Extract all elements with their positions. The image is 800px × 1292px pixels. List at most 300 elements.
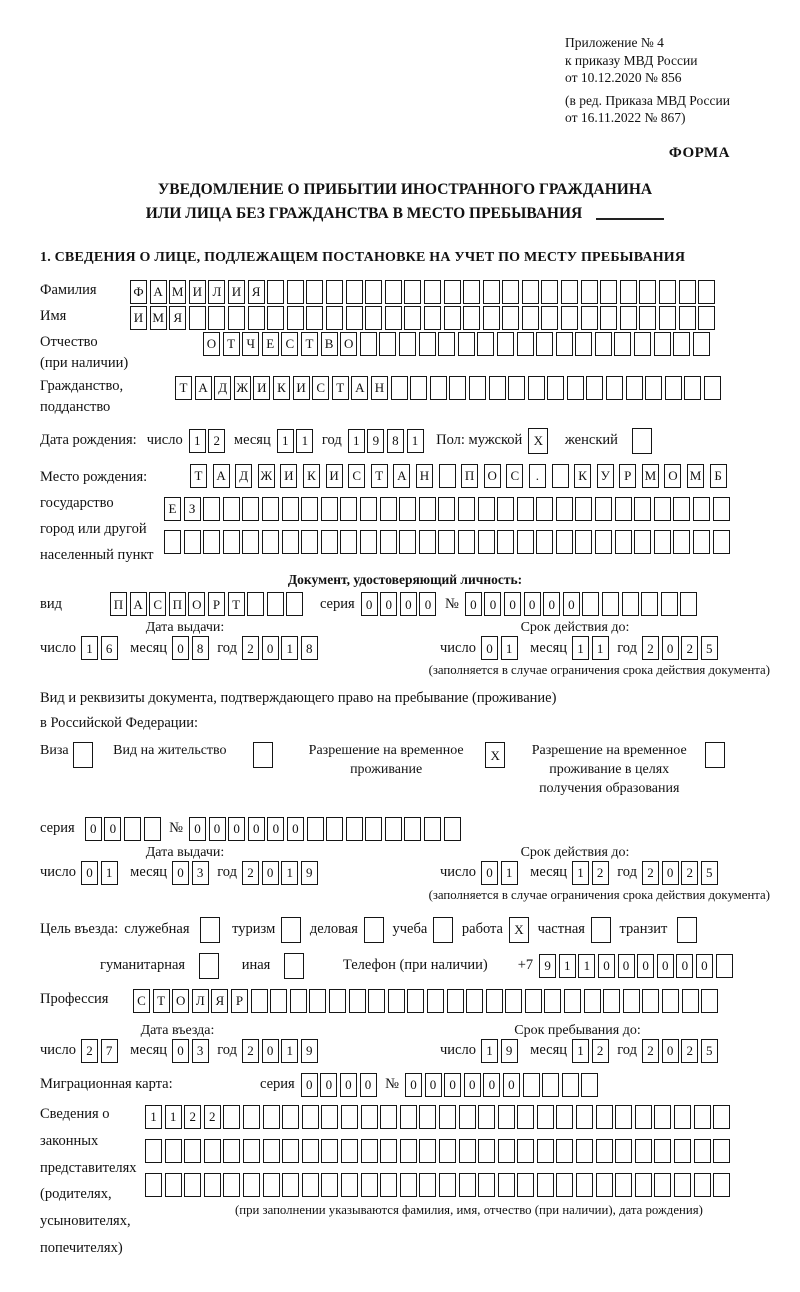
form-cell[interactable] — [544, 989, 561, 1013]
form-cell[interactable] — [360, 332, 377, 356]
form-cell[interactable] — [184, 1139, 201, 1163]
form-cell[interactable] — [620, 280, 637, 304]
form-cell[interactable] — [603, 989, 620, 1013]
form-cell[interactable] — [449, 376, 466, 400]
form-cell[interactable] — [410, 376, 427, 400]
form-cell[interactable]: Я — [248, 280, 265, 304]
form-cell[interactable]: 3 — [192, 861, 209, 885]
form-cell[interactable]: Б — [710, 464, 727, 488]
form-cell[interactable] — [694, 1105, 711, 1129]
form-cell[interactable] — [528, 376, 545, 400]
form-cell[interactable]: 2 — [242, 1039, 259, 1063]
form-cell[interactable] — [346, 280, 363, 304]
form-cell[interactable] — [674, 1105, 691, 1129]
form-cell[interactable]: 0 — [361, 592, 378, 616]
form-cell[interactable] — [400, 1139, 417, 1163]
form-cell[interactable] — [419, 1105, 436, 1129]
firstname-cells[interactable] — [130, 306, 718, 330]
form-cell[interactable]: 0 — [172, 1039, 189, 1063]
form-cell[interactable]: 0 — [481, 861, 498, 885]
form-cell[interactable]: 9 — [301, 861, 318, 885]
form-cell[interactable] — [321, 1139, 338, 1163]
stay-issue-year[interactable] — [242, 861, 320, 885]
form-cell[interactable] — [459, 1139, 476, 1163]
form-cell[interactable]: 1 — [165, 1105, 182, 1129]
form-cell[interactable]: 2 — [592, 861, 609, 885]
form-cell[interactable] — [537, 1173, 554, 1197]
form-cell[interactable] — [581, 280, 598, 304]
form-cell[interactable] — [380, 1173, 397, 1197]
form-cell[interactable] — [541, 306, 558, 330]
form-cell[interactable] — [581, 306, 598, 330]
form-cell[interactable] — [282, 1105, 299, 1129]
form-cell[interactable]: 5 — [701, 861, 718, 885]
form-cell[interactable] — [665, 376, 682, 400]
form-cell[interactable]: С — [312, 376, 329, 400]
form-cell[interactable] — [360, 530, 377, 554]
form-cell[interactable] — [622, 592, 639, 616]
form-cell[interactable]: 7 — [101, 1039, 118, 1063]
form-cell[interactable] — [164, 530, 181, 554]
form-cell[interactable]: 2 — [681, 636, 698, 660]
form-cell[interactable] — [562, 1073, 579, 1097]
form-cell[interactable] — [204, 1173, 221, 1197]
form-cell[interactable] — [444, 280, 461, 304]
form-cell[interactable] — [346, 306, 363, 330]
form-cell[interactable] — [654, 530, 671, 554]
form-cell[interactable] — [380, 1139, 397, 1163]
form-cell[interactable] — [635, 1139, 652, 1163]
form-cell[interactable]: О — [203, 332, 220, 356]
form-cell[interactable] — [203, 497, 220, 521]
form-cell[interactable] — [208, 306, 225, 330]
form-cell[interactable]: 0 — [662, 1039, 679, 1063]
form-cell[interactable] — [517, 332, 534, 356]
form-cell[interactable]: 1 — [481, 1039, 498, 1063]
form-cell[interactable] — [290, 989, 307, 1013]
form-cell[interactable]: Ф — [130, 280, 147, 304]
form-cell[interactable] — [419, 1173, 436, 1197]
form-cell[interactable] — [525, 989, 542, 1013]
form-cell[interactable]: 0 — [360, 1073, 377, 1097]
form-cell[interactable] — [145, 1173, 162, 1197]
stay-valid-day[interactable] — [481, 861, 520, 885]
form-cell[interactable] — [498, 1139, 515, 1163]
form-cell[interactable]: 2 — [204, 1105, 221, 1129]
form-cell[interactable] — [438, 530, 455, 554]
form-cell[interactable] — [713, 497, 730, 521]
form-cell[interactable] — [463, 280, 480, 304]
form-cell[interactable] — [498, 1105, 515, 1129]
form-cell[interactable] — [478, 497, 495, 521]
form-cell[interactable] — [326, 817, 343, 841]
form-cell[interactable]: Н — [416, 464, 433, 488]
form-cell[interactable] — [552, 464, 569, 488]
form-cell[interactable] — [654, 332, 671, 356]
form-cell[interactable]: 0 — [444, 1073, 461, 1097]
form-cell[interactable]: 0 — [504, 592, 521, 616]
birth-place-row2-cells[interactable] — [164, 497, 732, 521]
form-cell[interactable]: 0 — [248, 817, 265, 841]
form-cell[interactable] — [439, 1105, 456, 1129]
form-cell[interactable]: И — [189, 280, 206, 304]
form-cell[interactable]: Т — [301, 332, 318, 356]
form-cell[interactable]: И — [326, 464, 343, 488]
form-cell[interactable] — [444, 817, 461, 841]
form-cell[interactable] — [380, 497, 397, 521]
stay-issue-month[interactable] — [172, 861, 211, 885]
form-cell[interactable]: 0 — [340, 1073, 357, 1097]
form-cell[interactable]: М — [642, 464, 659, 488]
form-cell[interactable] — [301, 530, 318, 554]
birth-year-cells[interactable] — [348, 429, 426, 453]
form-cell[interactable]: 0 — [618, 954, 635, 978]
form-cell[interactable]: 1 — [572, 636, 589, 660]
form-cell[interactable] — [632, 428, 652, 454]
form-cell[interactable] — [556, 332, 573, 356]
form-cell[interactable] — [615, 1139, 632, 1163]
form-cell[interactable]: В — [321, 332, 338, 356]
form-cell[interactable] — [556, 1173, 573, 1197]
form-cell[interactable] — [248, 306, 265, 330]
form-cell[interactable]: Р — [208, 592, 225, 616]
form-cell[interactable] — [199, 953, 219, 979]
form-cell[interactable] — [502, 306, 519, 330]
form-cell[interactable]: 0 — [483, 1073, 500, 1097]
form-cell[interactable] — [251, 989, 268, 1013]
form-cell[interactable] — [419, 1139, 436, 1163]
purpose-tourism-checkbox[interactable] — [281, 917, 304, 943]
form-cell[interactable]: Р — [619, 464, 636, 488]
form-cell[interactable] — [478, 1139, 495, 1163]
form-cell[interactable] — [361, 1105, 378, 1129]
form-cell[interactable]: 2 — [242, 861, 259, 885]
migration-seriya-cells[interactable] — [301, 1073, 379, 1097]
form-cell[interactable]: 3 — [192, 1039, 209, 1063]
form-cell[interactable]: У — [597, 464, 614, 488]
form-cell[interactable] — [321, 1173, 338, 1197]
form-cell[interactable] — [145, 1139, 162, 1163]
form-cell[interactable]: 1 — [501, 861, 518, 885]
form-cell[interactable] — [242, 530, 259, 554]
form-cell[interactable] — [223, 1139, 240, 1163]
form-cell[interactable] — [502, 280, 519, 304]
form-cell[interactable]: 2 — [184, 1105, 201, 1129]
birth-place-row3-cells[interactable] — [164, 530, 732, 554]
migration-nomer-cells[interactable] — [405, 1073, 601, 1097]
edu-permit-checkbox[interactable] — [705, 742, 728, 768]
form-cell[interactable]: 0 — [81, 861, 98, 885]
form-cell[interactable]: А — [393, 464, 410, 488]
form-cell[interactable] — [478, 530, 495, 554]
form-cell[interactable]: 0 — [85, 817, 102, 841]
form-cell[interactable]: 2 — [642, 861, 659, 885]
form-cell[interactable]: 0 — [262, 1039, 279, 1063]
form-cell[interactable] — [400, 1105, 417, 1129]
form-cell[interactable]: 1 — [281, 1039, 298, 1063]
form-cell[interactable]: И — [253, 376, 270, 400]
form-cell[interactable] — [659, 280, 676, 304]
form-cell[interactable] — [287, 280, 304, 304]
form-cell[interactable]: 0 — [696, 954, 713, 978]
form-cell[interactable] — [124, 817, 141, 841]
form-cell[interactable] — [483, 280, 500, 304]
form-cell[interactable] — [385, 817, 402, 841]
guardians-row3-cells[interactable] — [145, 1173, 733, 1197]
form-cell[interactable]: Т — [228, 592, 245, 616]
form-cell[interactable] — [713, 1173, 730, 1197]
form-cell[interactable] — [228, 306, 245, 330]
form-cell[interactable]: Т — [153, 989, 170, 1013]
form-cell[interactable] — [673, 497, 690, 521]
form-cell[interactable] — [600, 306, 617, 330]
form-cell[interactable] — [704, 376, 721, 400]
form-cell[interactable] — [602, 592, 619, 616]
form-cell[interactable] — [346, 817, 363, 841]
form-cell[interactable] — [498, 1173, 515, 1197]
form-cell[interactable] — [626, 376, 643, 400]
form-cell[interactable]: 1 — [572, 1039, 589, 1063]
form-cell[interactable] — [438, 497, 455, 521]
form-cell[interactable] — [189, 306, 206, 330]
form-cell[interactable] — [439, 464, 456, 488]
form-cell[interactable]: И — [280, 464, 297, 488]
form-cell[interactable] — [399, 332, 416, 356]
form-cell[interactable]: 0 — [172, 861, 189, 885]
form-cell[interactable] — [575, 332, 592, 356]
form-cell[interactable] — [458, 332, 475, 356]
form-cell[interactable] — [556, 1139, 573, 1163]
doc-issue-year[interactable] — [242, 636, 320, 660]
form-cell[interactable] — [458, 497, 475, 521]
form-cell[interactable] — [713, 1105, 730, 1129]
phone-cells[interactable] — [539, 954, 735, 978]
form-cell[interactable] — [486, 989, 503, 1013]
form-cell[interactable] — [439, 1139, 456, 1163]
form-cell[interactable] — [419, 332, 436, 356]
form-cell[interactable]: Е — [164, 497, 181, 521]
form-cell[interactable] — [243, 1105, 260, 1129]
form-cell[interactable]: 0 — [657, 954, 674, 978]
form-cell[interactable] — [165, 1139, 182, 1163]
form-cell[interactable]: 0 — [209, 817, 226, 841]
sex-male-checkbox[interactable] — [528, 428, 551, 454]
form-cell[interactable]: 5 — [701, 1039, 718, 1063]
form-cell[interactable]: 0 — [598, 954, 615, 978]
form-cell[interactable] — [73, 742, 93, 768]
form-cell[interactable]: 0 — [425, 1073, 442, 1097]
stay-until-month[interactable] — [572, 1039, 611, 1063]
form-cell[interactable]: 2 — [242, 636, 259, 660]
form-cell[interactable] — [247, 592, 264, 616]
form-cell[interactable]: 0 — [563, 592, 580, 616]
form-cell[interactable] — [489, 376, 506, 400]
residence-permit-checkbox[interactable] — [253, 742, 276, 768]
form-cell[interactable] — [262, 530, 279, 554]
form-cell[interactable]: 1 — [81, 636, 98, 660]
form-cell[interactable] — [654, 1173, 671, 1197]
form-cell[interactable] — [321, 497, 338, 521]
form-cell[interactable]: С — [149, 592, 166, 616]
form-cell[interactable] — [614, 332, 631, 356]
form-cell[interactable]: 0 — [267, 817, 284, 841]
form-cell[interactable]: 0 — [262, 861, 279, 885]
form-cell[interactable] — [661, 592, 678, 616]
form-cell[interactable] — [326, 280, 343, 304]
form-cell[interactable] — [584, 989, 601, 1013]
guardians-row1-cells[interactable] — [145, 1105, 733, 1129]
form-cell[interactable] — [522, 280, 539, 304]
form-cell[interactable]: 1 — [277, 429, 294, 453]
form-cell[interactable] — [223, 530, 240, 554]
surname-cells[interactable] — [130, 280, 718, 304]
birth-month-cells[interactable] — [277, 429, 316, 453]
form-cell[interactable]: 1 — [572, 861, 589, 885]
form-cell[interactable] — [505, 989, 522, 1013]
form-cell[interactable]: 0 — [301, 1073, 318, 1097]
form-cell[interactable] — [388, 989, 405, 1013]
form-cell[interactable]: 1 — [592, 636, 609, 660]
form-cell[interactable] — [287, 306, 304, 330]
form-cell[interactable] — [262, 497, 279, 521]
form-cell[interactable] — [635, 1105, 652, 1129]
form-cell[interactable] — [263, 1105, 280, 1129]
form-cell[interactable] — [466, 989, 483, 1013]
form-cell[interactable]: Д — [235, 464, 252, 488]
form-cell[interactable] — [447, 989, 464, 1013]
form-cell[interactable]: А — [130, 592, 147, 616]
form-cell[interactable] — [679, 306, 696, 330]
form-cell[interactable]: 9 — [367, 429, 384, 453]
form-cell[interactable]: 9 — [539, 954, 556, 978]
form-cell[interactable] — [701, 989, 718, 1013]
form-cell[interactable]: Р — [231, 989, 248, 1013]
form-cell[interactable]: 2 — [208, 429, 225, 453]
form-cell[interactable] — [596, 1139, 613, 1163]
form-cell[interactable]: К — [574, 464, 591, 488]
form-cell[interactable] — [444, 306, 461, 330]
form-cell[interactable]: 2 — [642, 1039, 659, 1063]
form-cell[interactable]: 0 — [484, 592, 501, 616]
form-cell[interactable]: Т — [371, 464, 388, 488]
form-cell[interactable] — [341, 1139, 358, 1163]
form-cell[interactable] — [694, 1139, 711, 1163]
form-cell[interactable]: 0 — [172, 636, 189, 660]
form-cell[interactable]: А — [195, 376, 212, 400]
form-cell[interactable] — [517, 497, 534, 521]
form-cell[interactable]: 6 — [101, 636, 118, 660]
form-cell[interactable] — [380, 530, 397, 554]
form-cell[interactable] — [223, 1105, 240, 1129]
form-cell[interactable] — [427, 989, 444, 1013]
form-cell[interactable] — [645, 376, 662, 400]
form-cell[interactable] — [615, 530, 632, 554]
form-cell[interactable] — [419, 497, 436, 521]
form-cell[interactable]: X — [528, 428, 548, 454]
form-cell[interactable] — [596, 1105, 613, 1129]
form-cell[interactable] — [284, 953, 304, 979]
form-cell[interactable]: 0 — [503, 1073, 520, 1097]
form-cell[interactable] — [399, 497, 416, 521]
form-cell[interactable] — [307, 817, 324, 841]
birth-place-row1-cells[interactable] — [190, 464, 732, 488]
form-cell[interactable] — [654, 1139, 671, 1163]
form-cell[interactable]: Т — [223, 332, 240, 356]
form-cell[interactable]: 0 — [400, 592, 417, 616]
form-cell[interactable]: 8 — [387, 429, 404, 453]
visa-checkbox[interactable] — [73, 742, 96, 768]
form-cell[interactable] — [623, 989, 640, 1013]
doc-valid-month[interactable] — [572, 636, 611, 660]
form-cell[interactable]: 0 — [320, 1073, 337, 1097]
form-cell[interactable] — [282, 497, 299, 521]
form-cell[interactable] — [478, 1105, 495, 1129]
form-cell[interactable]: 0 — [419, 592, 436, 616]
form-cell[interactable] — [243, 1139, 260, 1163]
form-cell[interactable]: Я — [169, 306, 186, 330]
form-cell[interactable]: С — [281, 332, 298, 356]
form-cell[interactable] — [477, 332, 494, 356]
form-cell[interactable] — [223, 497, 240, 521]
form-cell[interactable]: 0 — [543, 592, 560, 616]
form-cell[interactable] — [365, 280, 382, 304]
form-cell[interactable] — [253, 742, 273, 768]
temp-permit-checkbox[interactable] — [485, 742, 508, 768]
form-cell[interactable] — [642, 989, 659, 1013]
form-cell[interactable] — [561, 306, 578, 330]
stay-doc-seriya-cells[interactable] — [85, 817, 163, 841]
form-cell[interactable]: П — [169, 592, 186, 616]
doc-type-cells[interactable] — [110, 592, 306, 616]
form-cell[interactable]: X — [509, 917, 529, 943]
form-cell[interactable] — [430, 376, 447, 400]
form-cell[interactable] — [674, 1173, 691, 1197]
form-cell[interactable] — [595, 332, 612, 356]
form-cell[interactable] — [459, 1105, 476, 1129]
form-cell[interactable] — [204, 1139, 221, 1163]
form-cell[interactable]: 0 — [380, 592, 397, 616]
form-cell[interactable]: 2 — [592, 1039, 609, 1063]
form-cell[interactable] — [575, 497, 592, 521]
form-cell[interactable] — [309, 989, 326, 1013]
form-cell[interactable] — [306, 306, 323, 330]
form-cell[interactable]: X — [485, 742, 505, 768]
form-cell[interactable] — [634, 497, 651, 521]
form-cell[interactable] — [326, 306, 343, 330]
doc-issue-day[interactable] — [81, 636, 120, 660]
patronymic-cells[interactable] — [203, 332, 712, 356]
form-cell[interactable]: 2 — [681, 861, 698, 885]
purpose-humanitarian-checkbox[interactable] — [199, 953, 222, 979]
doc-seriya-cells[interactable] — [361, 592, 439, 616]
form-cell[interactable] — [674, 1139, 691, 1163]
form-cell[interactable] — [361, 1173, 378, 1197]
form-cell[interactable] — [698, 306, 715, 330]
form-cell[interactable]: 0 — [464, 1073, 481, 1097]
form-cell[interactable]: 1 — [101, 861, 118, 885]
form-cell[interactable] — [321, 530, 338, 554]
form-cell[interactable] — [693, 332, 710, 356]
form-cell[interactable] — [634, 530, 651, 554]
form-cell[interactable] — [404, 306, 421, 330]
entry-day[interactable] — [81, 1039, 120, 1063]
form-cell[interactable] — [639, 306, 656, 330]
purpose-business-checkbox[interactable] — [364, 917, 387, 943]
form-cell[interactable] — [576, 1105, 593, 1129]
form-cell[interactable] — [469, 376, 486, 400]
form-cell[interactable]: Н — [371, 376, 388, 400]
form-cell[interactable] — [329, 989, 346, 1013]
